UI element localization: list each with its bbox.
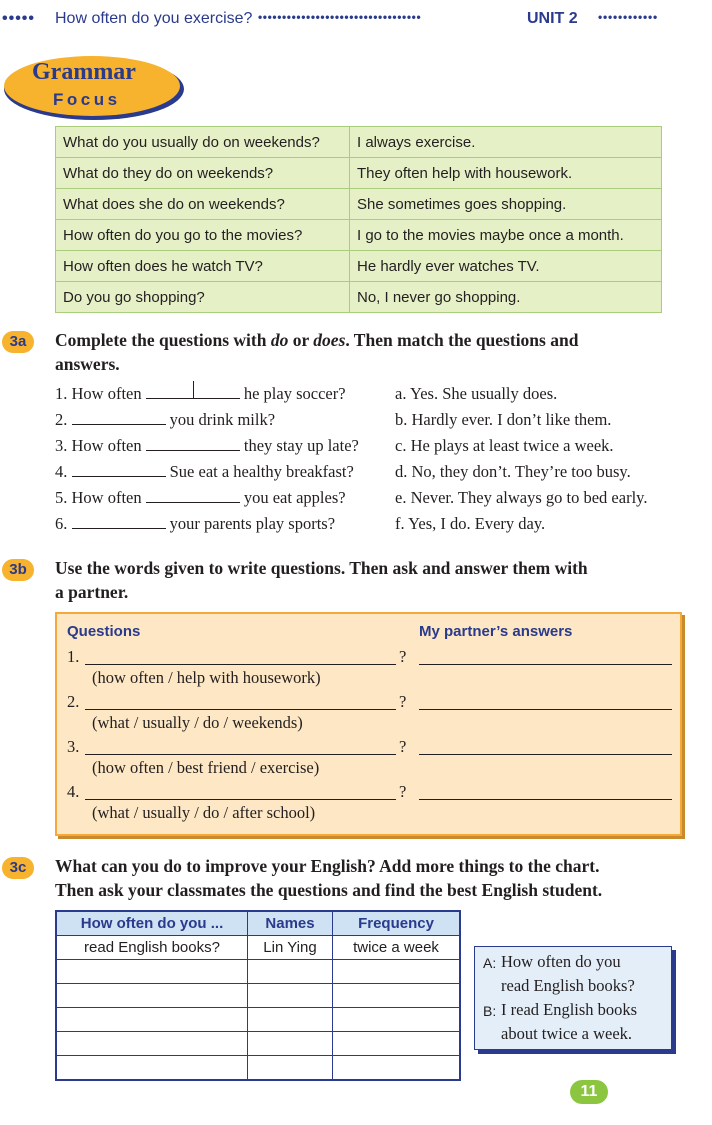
answer-cell: She sometimes goes shopping. [350, 189, 662, 220]
table-row [56, 1032, 460, 1056]
match-answer: b. Hardly ever. I don’t like them. [395, 410, 612, 429]
empty-cell[interactable] [56, 1008, 248, 1032]
text-cursor [193, 381, 194, 398]
question-mark: ? [399, 647, 407, 666]
question-mark: ? [399, 692, 407, 711]
frequency-cell: twice a week [333, 936, 461, 960]
empty-cell[interactable] [248, 960, 333, 984]
answer-cell: I go to the movies maybe once a month. [350, 220, 662, 251]
item-prefix: 1. How often [55, 384, 146, 403]
dialog-line: I read English books [501, 1000, 638, 1019]
table-row [56, 189, 662, 220]
question-cell: What does she do on weekends? [56, 189, 350, 220]
empty-cell[interactable] [56, 1056, 248, 1081]
empty-cell[interactable] [56, 1032, 248, 1056]
question-number: 4. [67, 782, 80, 801]
question-hint: (what / usually / do / weekends) [92, 713, 303, 732]
empty-cell[interactable] [248, 1032, 333, 1056]
item-prefix: 5. How often [55, 488, 146, 507]
badge-subtitle: Focus [53, 90, 121, 109]
match-answer: c. He plays at least twice a week. [395, 436, 614, 455]
sample-dialog [474, 946, 672, 1050]
item-suffix: Sue eat a healthy breakfast? [165, 462, 354, 481]
question-cell: How often does he watch TV? [56, 251, 350, 282]
table-row [56, 220, 662, 251]
header-dots-left: ••••• [2, 10, 36, 27]
answer-blank[interactable] [72, 514, 166, 529]
item-suffix: you drink milk? [165, 410, 276, 429]
question-number: 3. [67, 737, 80, 756]
chart-header-names: Names [248, 911, 333, 936]
speaker-a-label: A: [483, 955, 497, 971]
question-hint: (how often / help with housework) [92, 668, 321, 687]
grammar-focus-badge [2, 53, 186, 121]
section-tag-3c: 3c [2, 857, 34, 879]
exercise-item [55, 436, 695, 462]
empty-cell[interactable] [248, 984, 333, 1008]
question-cell: What do you usually do on weekends? [56, 127, 350, 158]
answer-blank[interactable] [72, 410, 166, 425]
grammar-table [55, 126, 662, 313]
running-header [0, 8, 712, 36]
question-line[interactable] [85, 709, 396, 710]
item-prefix: 2. [55, 410, 72, 429]
table-row [56, 936, 460, 960]
instruction-3a [55, 328, 675, 376]
instruction-text: What can you do to improve your English? Add more things to the chart. [55, 856, 600, 876]
table-row [56, 1056, 460, 1081]
section-tag-3a: 3a [2, 331, 34, 353]
table-row [56, 251, 662, 282]
table-row [56, 282, 662, 313]
item-suffix: you eat apples? [239, 488, 346, 507]
question-mark: ? [399, 782, 407, 801]
answers-heading: My partner’s answers [419, 623, 573, 640]
question-line[interactable] [85, 664, 396, 665]
chart-header-row [56, 911, 460, 936]
item-suffix: your parents play sports? [165, 514, 336, 533]
speaker-b-label: B: [483, 1003, 497, 1019]
answer-line[interactable] [419, 709, 672, 710]
item-suffix: he play soccer? [239, 384, 346, 403]
header-dots-mid: •••••••••••••••••••••••••••••••••• [258, 10, 422, 24]
header-dots-right: •••••••••••• [598, 10, 659, 24]
empty-cell[interactable] [333, 1008, 461, 1032]
questions-heading: Questions [67, 623, 141, 640]
item-prefix: 6. [55, 514, 72, 533]
table-row [56, 158, 662, 189]
exercise-item [55, 462, 695, 488]
answer-line[interactable] [419, 664, 672, 665]
question-number: 2. [67, 692, 80, 711]
question-cell: Do you go shopping? [56, 282, 350, 313]
instruction-do: do [270, 330, 289, 350]
instruction-does: does [313, 330, 346, 350]
table-row [56, 960, 460, 984]
instruction-text: Then ask your classmates the questions and find the best English student. [55, 880, 603, 900]
name-cell: Lin Ying [248, 936, 333, 960]
exercise-item [55, 384, 695, 410]
question-line[interactable] [85, 754, 396, 755]
empty-cell[interactable] [248, 1008, 333, 1032]
instruction-text: or [288, 330, 314, 350]
question-hint: (what / usually / do / after school) [92, 803, 316, 822]
table-row [56, 1008, 460, 1032]
dialog-line: read English books? [501, 976, 635, 995]
match-answer: e. Never. They always go to bed early. [395, 488, 648, 507]
header-title: How often do you exercise? [55, 10, 253, 27]
section-tag-3b: 3b [2, 559, 34, 581]
empty-cell[interactable] [333, 960, 461, 984]
instruction-text: Complete the questions with [55, 330, 271, 350]
question-line[interactable] [85, 799, 396, 800]
badge-title: Grammar [32, 59, 136, 85]
answer-cell: No, I never go shopping. [350, 282, 662, 313]
activity-cell: read English books? [56, 936, 248, 960]
instruction-text: . Then match the questions and [345, 330, 579, 350]
exercise-item [55, 514, 695, 540]
answer-line[interactable] [419, 754, 672, 755]
unit-label: UNIT 2 [527, 10, 578, 27]
answer-cell: He hardly ever watches TV. [350, 251, 662, 282]
table-row [56, 984, 460, 1008]
table-row [56, 127, 662, 158]
questions-box [55, 612, 682, 836]
survey-chart [55, 910, 461, 1081]
answer-cell: I always exercise. [350, 127, 662, 158]
answer-blank[interactable] [72, 462, 166, 477]
chart-header-frequency: Frequency [333, 911, 461, 936]
match-answer: f. Yes, I do. Every day. [395, 514, 546, 533]
exercise-item [55, 410, 695, 436]
match-answer: d. No, they don’t. They’re too busy. [395, 462, 631, 481]
answer-blank[interactable] [146, 488, 240, 503]
empty-cell[interactable] [333, 1056, 461, 1081]
empty-cell[interactable] [56, 960, 248, 984]
empty-cell[interactable] [333, 984, 461, 1008]
answer-line[interactable] [419, 799, 672, 800]
page-number: 11 [570, 1080, 608, 1104]
question-cell: What do they do on weekends? [56, 158, 350, 189]
question-hint: (how often / best friend / exercise) [92, 758, 320, 777]
instruction-text: answers. [55, 354, 120, 374]
item-prefix: 3. How often [55, 436, 146, 455]
empty-cell[interactable] [56, 984, 248, 1008]
item-prefix: 4. [55, 462, 72, 481]
question-number: 1. [67, 647, 80, 666]
instruction-3c [55, 854, 695, 902]
empty-cell[interactable] [333, 1032, 461, 1056]
empty-cell[interactable] [248, 1056, 333, 1081]
answer-blank[interactable] [146, 384, 240, 399]
question-mark: ? [399, 737, 407, 756]
question-cell: How often do you go to the movies? [56, 220, 350, 251]
item-suffix: they stay up late? [239, 436, 359, 455]
answer-blank[interactable] [146, 436, 240, 451]
instruction-text: Use the words given to write questions. Then ask and answer them with [55, 558, 588, 578]
chart-header-activity: How often do you ... [56, 911, 248, 936]
dialog-line: How often do you [501, 952, 621, 971]
answer-cell: They often help with housework. [350, 158, 662, 189]
instruction-3b [55, 556, 675, 604]
dialog-line: about twice a week. [501, 1024, 633, 1043]
exercise-item [55, 488, 695, 514]
match-answer: a. Yes. She usually does. [395, 384, 558, 403]
instruction-text: a partner. [55, 582, 129, 602]
